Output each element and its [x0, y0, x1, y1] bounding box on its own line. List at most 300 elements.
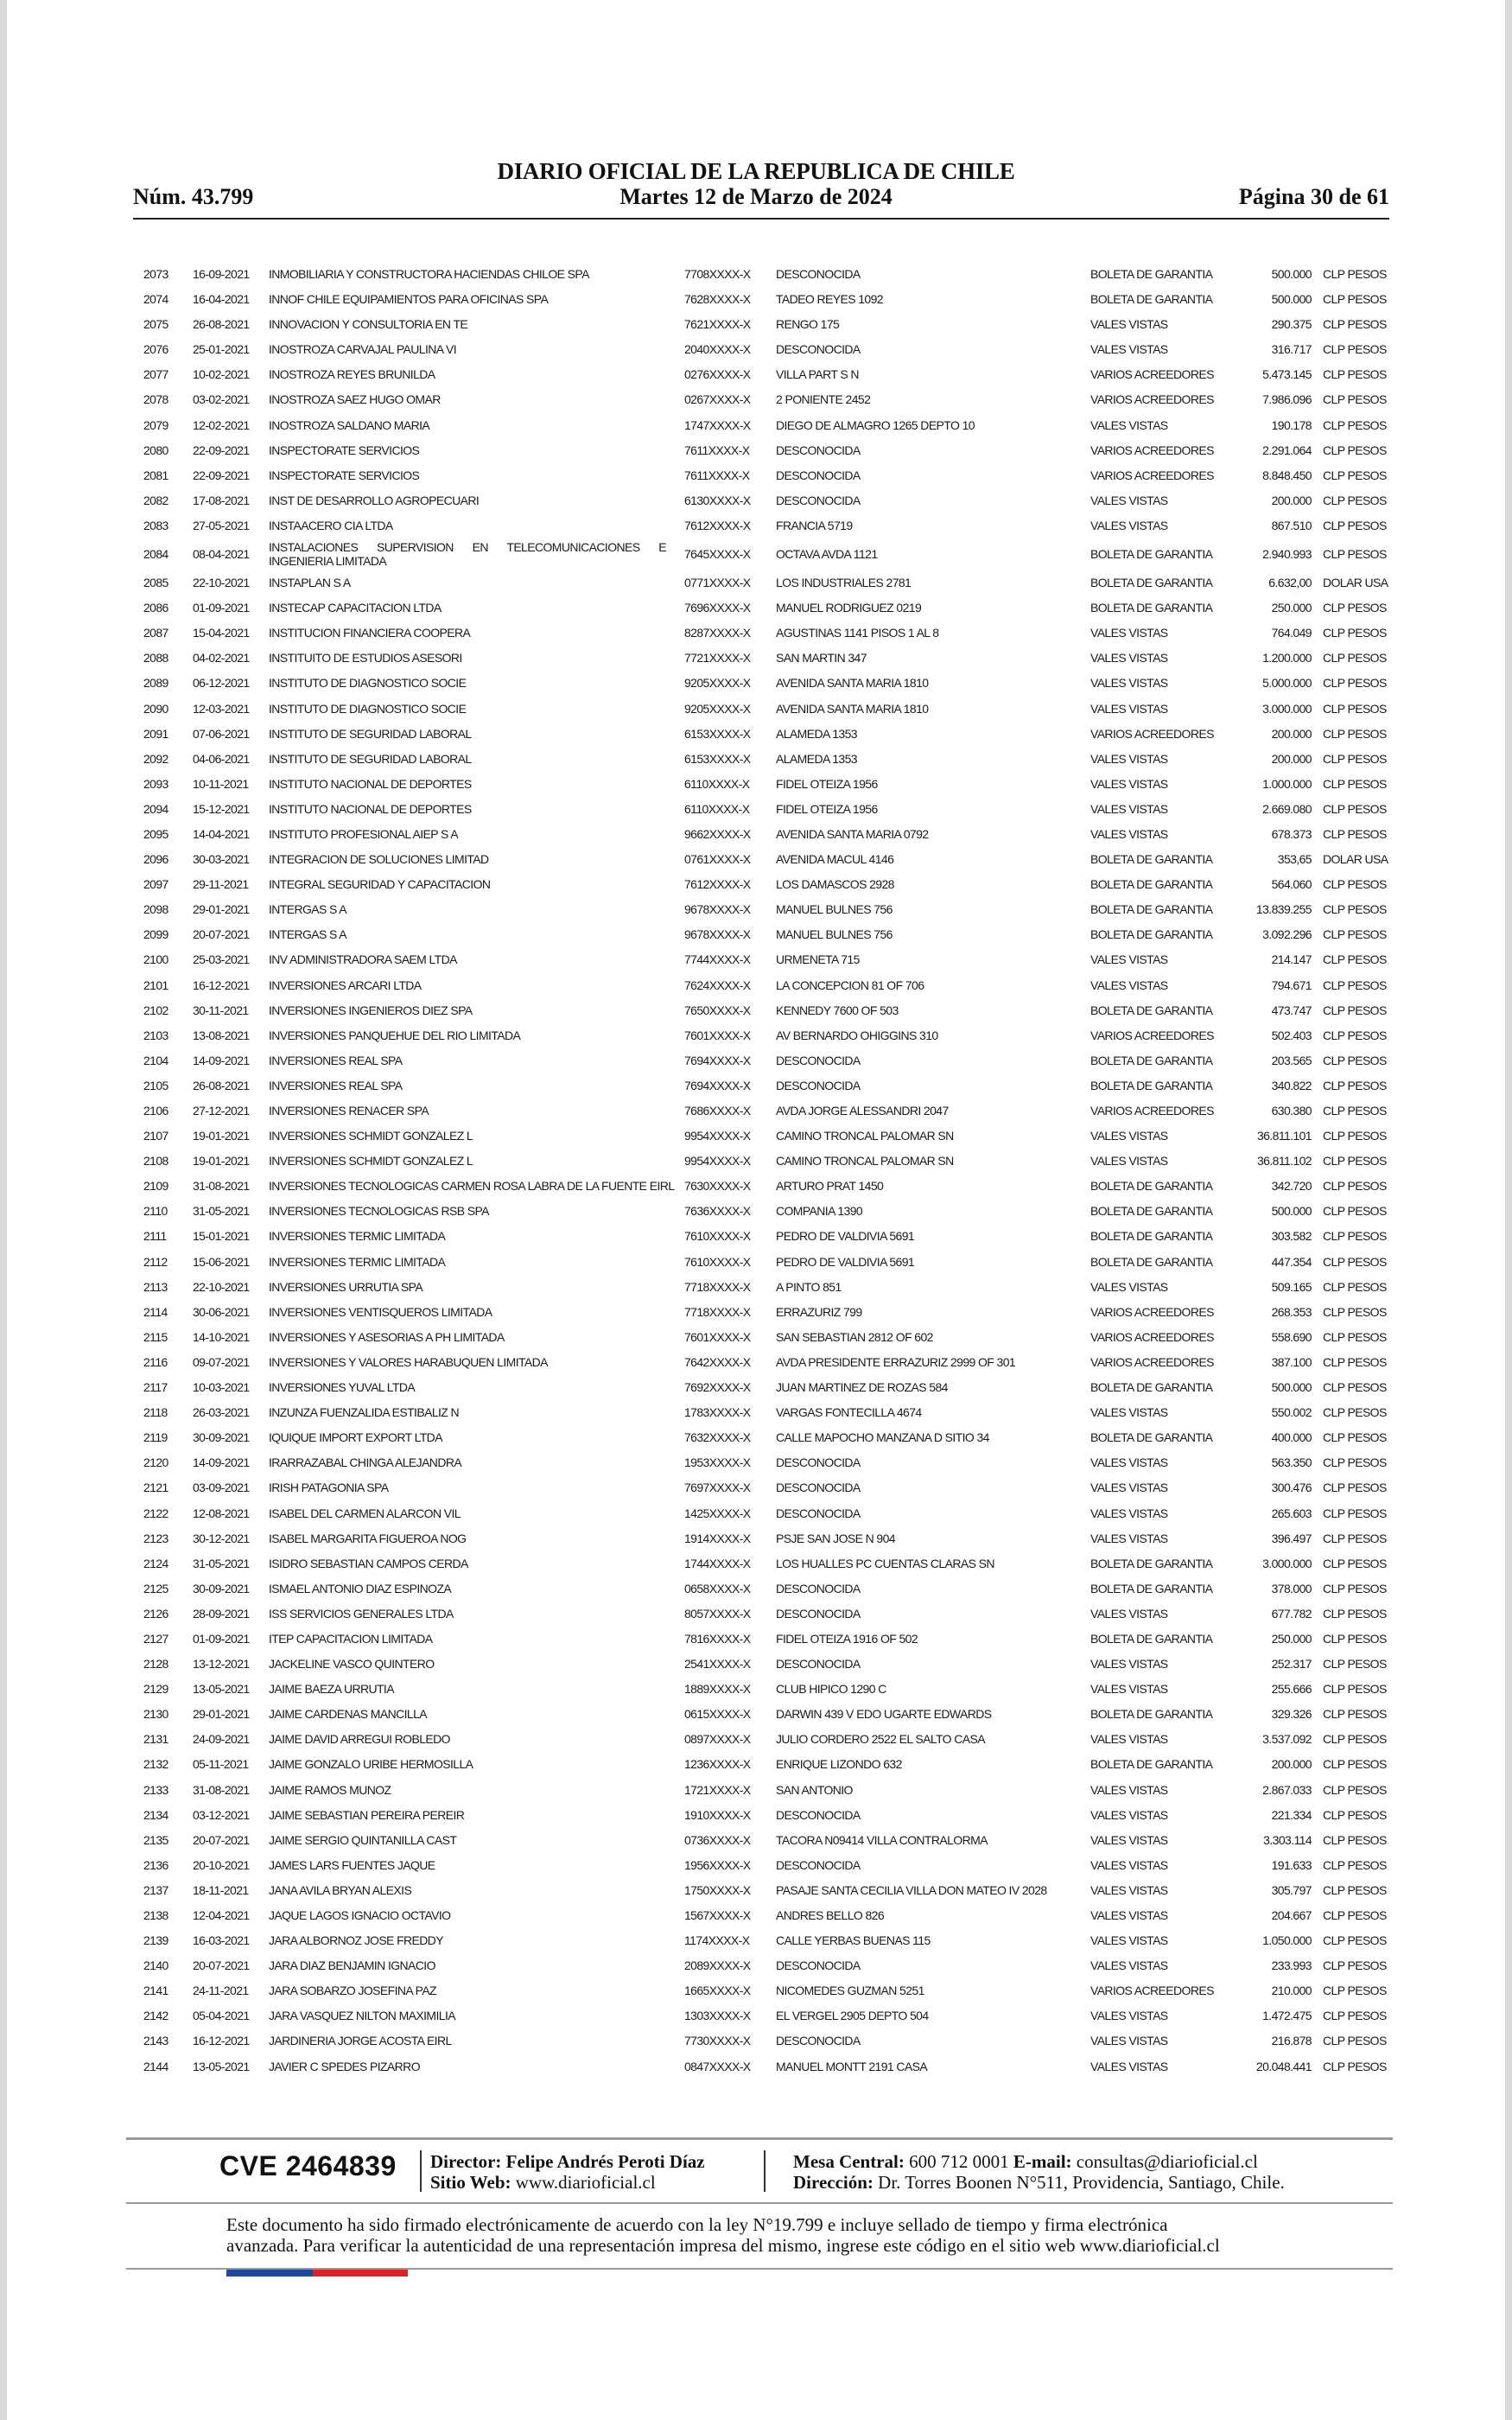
- table-row: [143, 1853, 1388, 1878]
- row-address: PASAJE SANTA CECILIA VILLA DON MATEO IV 2028: [776, 1882, 1047, 1897]
- row-date: 14-09-2021: [193, 1053, 250, 1067]
- row-type: BOLETA DE GARANTIA: [1090, 877, 1213, 892]
- row-address: SAN MARTIN 347: [776, 651, 867, 666]
- row-amount: 387.100: [1271, 1354, 1312, 1369]
- row-currency: DOLAR USA: [1323, 852, 1388, 867]
- row-number: 2121: [143, 1481, 168, 1495]
- row-rut: 0276XXXX-X: [684, 367, 751, 382]
- row-amount: 378.000: [1271, 1581, 1312, 1595]
- table-row: [143, 287, 1388, 312]
- issue-number: Núm. 43.799: [133, 184, 254, 209]
- row-type: BOLETA DE GARANTIA: [1090, 1204, 1213, 1219]
- row-date: 16-12-2021: [193, 978, 250, 992]
- row-type: VALES VISTAS: [1090, 1908, 1168, 1922]
- row-rut: 9205XXXX-X: [684, 676, 751, 691]
- row-amount: 2.940.993: [1262, 547, 1312, 562]
- row-currency: CLP PESOS: [1323, 1606, 1387, 1621]
- row-type: VALES VISTAS: [1090, 1657, 1168, 1672]
- row-currency: CLP PESOS: [1323, 1481, 1387, 1495]
- row-type: VALES VISTAS: [1090, 518, 1168, 532]
- row-address: DESCONOCIDA: [776, 2034, 861, 2048]
- row-date: 16-12-2021: [193, 2034, 250, 2048]
- row-number: 2102: [143, 1003, 168, 1017]
- row-date: 25-01-2021: [193, 342, 250, 357]
- row-rut: 1174XXXX-X: [684, 1933, 750, 1948]
- table-row: [143, 1224, 1388, 1249]
- row-date: 30-09-2021: [193, 1581, 250, 1595]
- row-address: DESCONOCIDA: [776, 267, 861, 281]
- row-amount: 5.473.145: [1262, 367, 1312, 382]
- row-name-line: INSTALACIONES SUPERVISION EN TELECOMUNICACIONES E: [269, 540, 666, 555]
- row-amount: 233.993: [1271, 1958, 1312, 1973]
- table-row: [143, 1475, 1388, 1500]
- table-row: [143, 1702, 1388, 1727]
- table-row: [143, 1978, 1388, 2003]
- table-row: [143, 621, 1388, 646]
- row-date: 13-05-2021: [193, 2059, 250, 2073]
- table-row: [143, 1677, 1388, 1702]
- row-date: 12-04-2021: [193, 1908, 250, 1922]
- row-address: DESCONOCIDA: [776, 1857, 861, 1872]
- row-date: 14-09-2021: [193, 1455, 250, 1470]
- row-name: INVERSIONES REAL SPA: [269, 1078, 403, 1092]
- row-name: INTERGAS S A: [269, 902, 347, 917]
- row-number: 2125: [143, 1581, 168, 1595]
- row-address: VARGAS FONTECILLA 4674: [776, 1405, 922, 1420]
- row-address: DIEGO DE ALMAGRO 1265 DEPTO 10: [776, 417, 975, 432]
- row-rut: 8287XXXX-X: [684, 626, 751, 640]
- row-address: KENNEDY 7600 OF 503: [776, 1003, 899, 1017]
- row-amount: 203.565: [1271, 1053, 1312, 1067]
- row-number: 2108: [143, 1154, 168, 1169]
- row-date: 10-03-2021: [193, 1380, 250, 1395]
- row-address: DESCONOCIDA: [776, 1455, 861, 1470]
- row-type: VALES VISTAS: [1090, 1807, 1168, 1822]
- row-address: AVENIDA MACUL 4146: [776, 852, 894, 867]
- row-address: TACORA N09414 VILLA CONTRALORMA: [776, 1832, 988, 1847]
- row-date: 04-06-2021: [193, 751, 250, 766]
- row-name: INTEGRAL SEGURIDAD Y CAPACITACION: [269, 877, 491, 892]
- row-name: INOSTROZA CARVAJAL PAULINA VI: [269, 342, 457, 357]
- row-name: INNOVACION Y CONSULTORIA EN TE: [269, 317, 468, 332]
- row-currency: CLP PESOS: [1323, 493, 1387, 507]
- row-type: VALES VISTAS: [1090, 1782, 1168, 1797]
- row-address: AVENIDA SANTA MARIA 0792: [776, 826, 929, 841]
- row-amount: 214.147: [1271, 952, 1312, 967]
- row-rut: 1889XXXX-X: [684, 1682, 751, 1697]
- row-date: 29-11-2021: [193, 877, 249, 892]
- row-currency: CLP PESOS: [1323, 1631, 1387, 1646]
- row-type: VALES VISTAS: [1090, 1481, 1168, 1495]
- row-currency: CLP PESOS: [1323, 1506, 1387, 1520]
- table-row: [143, 2028, 1388, 2054]
- row-number: 2078: [143, 392, 168, 407]
- row-date: 08-04-2021: [193, 547, 250, 562]
- row-type: BOLETA DE GARANTIA: [1090, 902, 1213, 917]
- table-row: [143, 1602, 1388, 1627]
- row-name: INVERSIONES TERMIC LIMITADA: [269, 1229, 446, 1244]
- row-date: 24-11-2021: [193, 1984, 249, 1998]
- row-name: INVERSIONES TECNOLOGICAS CARMEN ROSA LABRA DE LA FUENTE EIRL: [269, 1179, 675, 1194]
- row-address: RENGO 175: [776, 317, 840, 332]
- row-currency: CLP PESOS: [1323, 826, 1387, 841]
- row-name: INOSTROZA SALDANO MARIA: [269, 417, 430, 432]
- row-name: INVERSIONES PANQUEHUE DEL RIO LIMITADA: [269, 1028, 521, 1042]
- table-row: [143, 747, 1388, 772]
- table-row: [143, 1450, 1388, 1475]
- director-label: Director: Felipe Andrés Peroti Díaz: [430, 2151, 705, 2172]
- row-amount: 3.092.296: [1262, 927, 1312, 942]
- row-rut: 0897XXXX-X: [684, 1732, 751, 1747]
- row-amount: 265.603: [1271, 1506, 1312, 1520]
- row-address: FIDEL OTEIZA 1916 OF 502: [776, 1631, 918, 1646]
- row-amount: 204.667: [1271, 1908, 1312, 1922]
- row-date: 30-11-2021: [193, 1003, 249, 1017]
- row-currency: CLP PESOS: [1323, 1882, 1387, 1897]
- row-type: VALES VISTAS: [1090, 1279, 1168, 1294]
- row-amount: 290.375: [1271, 317, 1312, 332]
- row-address: AVENIDA SANTA MARIA 1810: [776, 701, 929, 716]
- flag-stripe-blue: [226, 2270, 313, 2277]
- table-row: [143, 1250, 1388, 1275]
- row-number: 2144: [143, 2059, 168, 2073]
- row-rut: 7708XXXX-X: [684, 267, 751, 281]
- row-rut: 1747XXXX-X: [684, 417, 751, 432]
- row-rut: 7696XXXX-X: [684, 601, 751, 615]
- row-amount: 500.000: [1271, 1380, 1312, 1395]
- row-address: SAN SEBASTIAN 2812 OF 602: [776, 1329, 933, 1344]
- row-type: VARIOS ACREEDORES: [1090, 1304, 1214, 1319]
- row-type: VARIOS ACREEDORES: [1090, 1104, 1214, 1118]
- row-date: 22-09-2021: [193, 443, 250, 457]
- footer-divider-middle: [126, 2202, 1393, 2204]
- row-address: ARTURO PRAT 1450: [776, 1179, 884, 1194]
- row-amount: 502.403: [1271, 1028, 1312, 1042]
- row-address: JUAN MARTINEZ DE ROZAS 584: [776, 1380, 948, 1395]
- row-currency: CLP PESOS: [1323, 1279, 1387, 1294]
- row-rut: 1956XXXX-X: [684, 1857, 751, 1872]
- row-amount: 255.666: [1271, 1682, 1312, 1697]
- row-address: LOS HUALLES PC CUENTAS CLARAS SN: [776, 1556, 994, 1570]
- row-amount: 447.354: [1271, 1254, 1312, 1269]
- row-type: BOLETA DE GARANTIA: [1090, 1707, 1213, 1722]
- row-currency: CLP PESOS: [1323, 1405, 1387, 1420]
- row-name: JAIME CARDENAS MANCILLA: [269, 1707, 428, 1722]
- row-date: 27-12-2021: [193, 1104, 250, 1118]
- row-amount: 3.537.092: [1262, 1732, 1312, 1747]
- table-row: [143, 1425, 1388, 1450]
- row-number: 2105: [143, 1078, 168, 1092]
- row-number: 2094: [143, 801, 168, 816]
- row-number: 2139: [143, 1933, 168, 1948]
- row-number: 2109: [143, 1179, 168, 1194]
- row-address: DESCONOCIDA: [776, 443, 861, 457]
- row-number: 2098: [143, 902, 168, 917]
- row-amount: 7.986.096: [1262, 392, 1312, 407]
- row-rut: 7650XXXX-X: [684, 1003, 751, 1017]
- row-date: 19-01-2021: [193, 1129, 250, 1143]
- table-row: [143, 2003, 1388, 2028]
- row-name: INTEGRACION DE SOLUCIONES LIMITAD: [269, 852, 489, 867]
- row-address: CAMINO TRONCAL PALOMAR SN: [776, 1154, 954, 1169]
- row-type: VARIOS ACREEDORES: [1090, 367, 1214, 382]
- row-name: INSTITUTO PROFESIONAL AIEP S A: [269, 826, 459, 841]
- row-rut: 7718XXXX-X: [684, 1304, 751, 1319]
- table-row: [143, 1073, 1388, 1099]
- row-rut: 1910XXXX-X: [684, 1807, 751, 1822]
- row-currency: CLP PESOS: [1323, 1707, 1387, 1722]
- row-address: MANUEL BULNES 756: [776, 927, 893, 942]
- row-date: 12-08-2021: [193, 1506, 250, 1520]
- footer-separator: [764, 2150, 766, 2192]
- row-name: JAQUE LAGOS IGNACIO OCTAVIO: [269, 1908, 451, 1922]
- row-type: BOLETA DE GARANTIA: [1090, 292, 1213, 307]
- table-row: [143, 1174, 1388, 1199]
- row-date: 30-03-2021: [193, 852, 250, 867]
- row-name: ISABEL MARGARITA FIGUEROA NOG: [269, 1531, 467, 1545]
- row-address: URMENETA 715: [776, 952, 860, 967]
- row-type: BOLETA DE GARANTIA: [1090, 1229, 1213, 1244]
- row-name: ISMAEL ANTONIO DIAZ ESPINOZA: [269, 1581, 452, 1595]
- row-date: 27-05-2021: [193, 518, 250, 532]
- row-currency: CLP PESOS: [1323, 547, 1387, 562]
- row-currency: CLP PESOS: [1323, 468, 1387, 482]
- row-date: 24-09-2021: [193, 1732, 250, 1747]
- row-date: 15-06-2021: [193, 1254, 250, 1269]
- table-row: [143, 1275, 1388, 1300]
- row-name: INSPECTORATE SERVICIOS: [269, 443, 420, 457]
- row-address: FIDEL OTEIZA 1956: [776, 801, 878, 816]
- row-name: INST DE DESARROLLO AGROPECUARI: [269, 493, 480, 507]
- row-type: VARIOS ACREEDORES: [1090, 392, 1214, 407]
- row-number: 2080: [143, 443, 168, 457]
- table-row: [143, 1375, 1388, 1400]
- email-link[interactable]: consultas@diarioficial.cl: [1076, 2151, 1258, 2172]
- row-date: 29-01-2021: [193, 902, 250, 917]
- legal-notice: [226, 2214, 1341, 2256]
- table-row: [143, 697, 1388, 722]
- row-date: 15-01-2021: [193, 1229, 250, 1244]
- row-rut: 7601XXXX-X: [684, 1028, 751, 1042]
- row-number: 2115: [143, 1329, 168, 1344]
- row-number: 2087: [143, 626, 168, 640]
- row-currency: CLP PESOS: [1323, 1104, 1387, 1118]
- row-date: 04-02-2021: [193, 651, 250, 666]
- web-link[interactable]: www.diarioficial.cl: [515, 2172, 656, 2193]
- row-rut: 1665XXXX-X: [684, 1984, 751, 1998]
- row-number: 2113: [143, 1279, 168, 1294]
- row-type: VALES VISTAS: [1090, 751, 1168, 766]
- row-name: IQUIQUE IMPORT EXPORT LTDA: [269, 1430, 442, 1445]
- row-address: DESCONOCIDA: [776, 1581, 861, 1595]
- table-row: [143, 797, 1388, 822]
- row-rut: 1567XXXX-X: [684, 1908, 751, 1922]
- footer-contact-block: [793, 2151, 1285, 2193]
- email-label: E-mail:: [1013, 2151, 1072, 2172]
- row-date: 10-11-2021: [193, 776, 249, 791]
- row-address: MANUEL MONTT 2191 CASA: [776, 2059, 928, 2073]
- legal-line-2: avanzada. Para verificar la autenticidad de una representación impresa del mismo, ingrese este código en el sitio web www.diarioficial.cl: [226, 2235, 1220, 2256]
- row-date: 17-08-2021: [193, 493, 250, 507]
- row-type: BOLETA DE GARANTIA: [1090, 1053, 1213, 1067]
- row-date: 13-05-2021: [193, 1682, 250, 1697]
- flag-stripe-red: [313, 2270, 408, 2277]
- table-row: [143, 1903, 1388, 1928]
- row-date: 10-02-2021: [193, 367, 250, 382]
- row-type: VALES VISTAS: [1090, 317, 1168, 332]
- table-row: [143, 312, 1388, 337]
- row-amount: 210.000: [1271, 1984, 1312, 1998]
- row-name: INVERSIONES TERMIC LIMITADA: [269, 1254, 446, 1269]
- row-type: BOLETA DE GARANTIA: [1090, 547, 1213, 562]
- header-divider: [133, 218, 1389, 220]
- row-type: VALES VISTAS: [1090, 1832, 1168, 1847]
- row-number: 2086: [143, 601, 168, 615]
- row-amount: 329.326: [1271, 1707, 1312, 1722]
- table-row: [143, 463, 1388, 488]
- row-rut: 9678XXXX-X: [684, 902, 751, 917]
- row-date: 26-03-2021: [193, 1405, 250, 1420]
- row-number: 2135: [143, 1832, 168, 1847]
- row-name: INVERSIONES ARCARI LTDA: [269, 978, 422, 992]
- row-address: LOS DAMASCOS 2928: [776, 877, 894, 892]
- row-number: 2129: [143, 1682, 168, 1697]
- row-type: VALES VISTAS: [1090, 1732, 1168, 1747]
- row-number: 2136: [143, 1857, 168, 1872]
- row-name: ISIDRO SEBASTIAN CAMPOS CERDA: [269, 1556, 468, 1570]
- row-address: ERRAZURIZ 799: [776, 1304, 862, 1319]
- row-date: 29-01-2021: [193, 1707, 250, 1722]
- row-address: MANUEL RODRIGUEZ 0219: [776, 601, 922, 615]
- row-currency: CLP PESOS: [1323, 1229, 1387, 1244]
- row-date: 14-10-2021: [193, 1329, 250, 1344]
- row-rut: 6153XXXX-X: [684, 751, 751, 766]
- row-amount: 6.632,00: [1268, 576, 1312, 590]
- row-address: COMPANIA 1390: [776, 1204, 863, 1219]
- row-date: 01-09-2021: [193, 601, 250, 615]
- row-rut: 9954XXXX-X: [684, 1154, 751, 1169]
- row-date: 31-05-2021: [193, 1204, 250, 1219]
- row-name: ITEP CAPACITACION LIMITADA: [269, 1631, 433, 1646]
- row-amount: 316.717: [1271, 342, 1312, 357]
- row-currency: CLP PESOS: [1323, 927, 1387, 942]
- page-number: Página 30 de 61: [1238, 184, 1389, 209]
- row-rut: 7611XXXX-X: [684, 468, 750, 482]
- row-currency: CLP PESOS: [1323, 626, 1387, 640]
- row-date: 26-08-2021: [193, 317, 250, 332]
- table-row: [143, 872, 1388, 897]
- table-row: [143, 947, 1388, 972]
- row-date: 31-05-2021: [193, 1556, 250, 1570]
- table-row: [143, 847, 1388, 872]
- row-amount: 342.720: [1271, 1179, 1312, 1194]
- row-number: 2088: [143, 651, 168, 666]
- row-name: [269, 540, 666, 568]
- row-number: 2119: [143, 1430, 168, 1445]
- row-currency: CLP PESOS: [1323, 701, 1387, 716]
- row-amount: 1.472.475: [1262, 2009, 1312, 2023]
- row-name: JAVIER C SPEDES PIZARRO: [269, 2059, 420, 2073]
- row-currency: CLP PESOS: [1323, 1179, 1387, 1194]
- row-currency: CLP PESOS: [1323, 1531, 1387, 1545]
- row-number: 2111: [143, 1229, 167, 1244]
- row-number: 2075: [143, 317, 168, 332]
- row-rut: 1425XXXX-X: [684, 1506, 751, 1520]
- row-type: VALES VISTAS: [1090, 493, 1168, 507]
- row-address: PEDRO DE VALDIVIA 5691: [776, 1254, 915, 1269]
- row-name: INVERSIONES URRUTIA SPA: [269, 1279, 423, 1294]
- row-address: AGUSTINAS 1141 PISOS 1 AL 8: [776, 626, 939, 640]
- row-rut: 6110XXXX-X: [684, 801, 750, 816]
- row-number: 2118: [143, 1405, 168, 1420]
- row-address: ALAMEDA 1353: [776, 751, 857, 766]
- row-number: 2140: [143, 1958, 168, 1973]
- row-number: 2143: [143, 2034, 168, 2048]
- row-date: 19-01-2021: [193, 1154, 250, 1169]
- row-number: 2116: [143, 1354, 168, 1369]
- row-date: 03-09-2021: [193, 1481, 250, 1495]
- row-name: JARA DIAZ BENJAMIN IGNACIO: [269, 1958, 435, 1973]
- row-date: 20-07-2021: [193, 1832, 250, 1847]
- row-currency: CLP PESOS: [1323, 1003, 1387, 1017]
- row-address: AVDA JORGE ALESSANDRI 2047: [776, 1104, 949, 1118]
- row-rut: 7612XXXX-X: [684, 877, 751, 892]
- row-address: OCTAVA AVDA 1121: [776, 547, 878, 562]
- row-name: JARA ALBORNOZ JOSE FREDDY: [269, 1933, 444, 1948]
- row-type: VALES VISTAS: [1090, 342, 1168, 357]
- row-date: 05-04-2021: [193, 2009, 250, 2023]
- row-type: BOLETA DE GARANTIA: [1090, 1380, 1213, 1395]
- table-row: [143, 1400, 1388, 1425]
- row-date: 06-12-2021: [193, 676, 250, 691]
- row-currency: CLP PESOS: [1323, 2034, 1387, 2048]
- row-date: 03-12-2021: [193, 1807, 250, 1822]
- row-name: JAIME SEBASTIAN PEREIRA PEREIR: [269, 1807, 465, 1822]
- row-name: INMOBILIARIA Y CONSTRUCTORA HACIENDAS CHILOE SPA: [269, 267, 589, 281]
- row-number: 2110: [143, 1204, 168, 1219]
- row-name: JACKELINE VASCO QUINTERO: [269, 1657, 435, 1672]
- table-row: [143, 1199, 1388, 1224]
- row-currency: CLP PESOS: [1323, 1984, 1387, 1998]
- row-date: 03-02-2021: [193, 392, 250, 407]
- row-name: INV ADMINISTRADORA SAEM LTDA: [269, 952, 457, 967]
- row-amount: 305.797: [1271, 1882, 1312, 1897]
- row-currency: CLP PESOS: [1323, 1380, 1387, 1395]
- table-row: [143, 413, 1388, 438]
- row-currency: CLP PESOS: [1323, 801, 1387, 816]
- row-date: 28-09-2021: [193, 1606, 250, 1621]
- table-row: [143, 897, 1388, 922]
- row-date: 22-09-2021: [193, 468, 250, 482]
- row-number: 2079: [143, 417, 168, 432]
- row-currency: DOLAR USA: [1323, 576, 1388, 590]
- row-amount: 268.353: [1271, 1304, 1312, 1319]
- row-amount: 500.000: [1271, 292, 1312, 307]
- row-currency: CLP PESOS: [1323, 751, 1387, 766]
- row-amount: 630.380: [1271, 1104, 1312, 1118]
- row-rut: 6130XXXX-X: [684, 493, 751, 507]
- row-address: ANDRES BELLO 826: [776, 1908, 885, 1922]
- row-amount: 2.867.033: [1262, 1782, 1312, 1797]
- row-type: VARIOS ACREEDORES: [1090, 726, 1214, 741]
- row-amount: 20.048.441: [1255, 2059, 1312, 2073]
- row-type: VALES VISTAS: [1090, 2009, 1168, 2023]
- row-name: INVERSIONES SCHMIDT GONZALEZ L: [269, 1154, 473, 1169]
- row-currency: CLP PESOS: [1323, 392, 1387, 407]
- row-address: CAMINO TRONCAL PALOMAR SN: [776, 1129, 954, 1143]
- row-name: INVERSIONES VENTISQUEROS LIMITADA: [269, 1304, 492, 1319]
- row-currency: CLP PESOS: [1323, 1028, 1387, 1042]
